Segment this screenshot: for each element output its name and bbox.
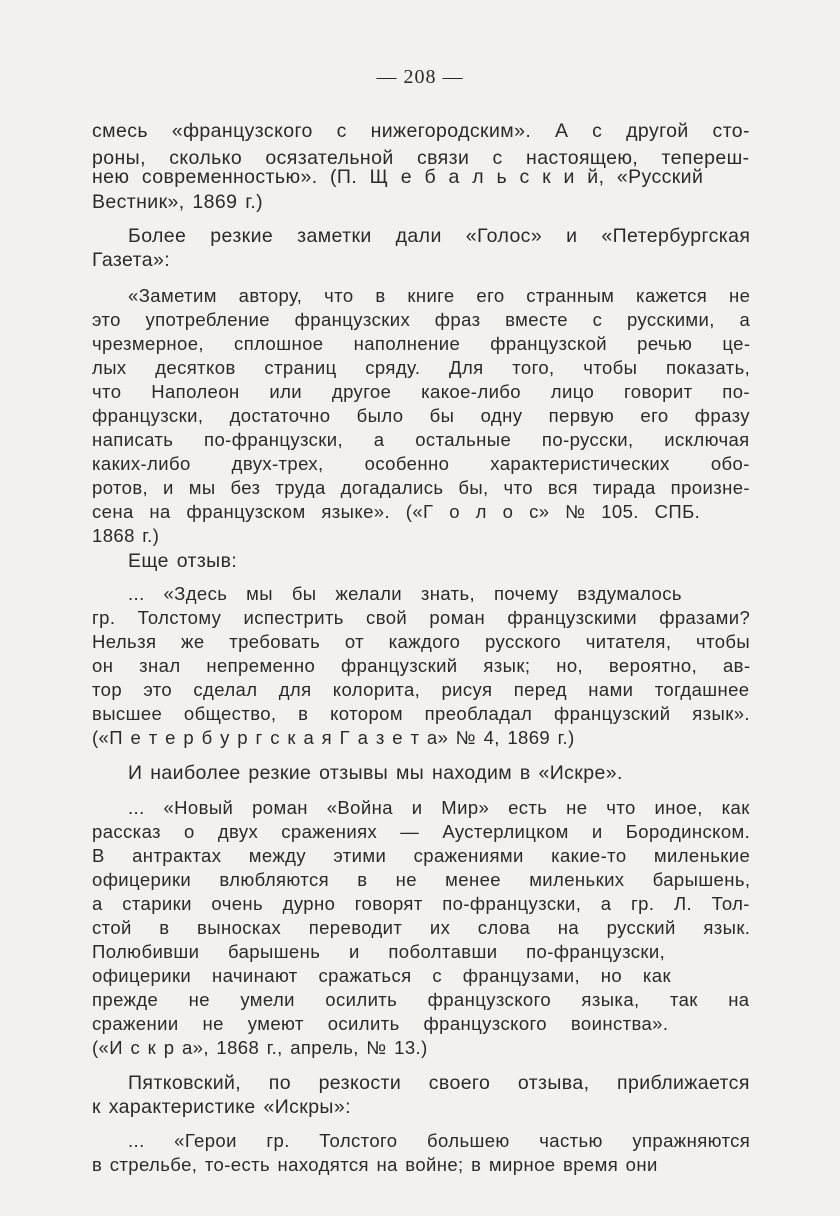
quote-iskra-line: прежде не умели осилить французского языка, так на — [92, 989, 750, 1010]
quote-golos-line: французски, достаточно было бы одну первую его фразу — [92, 405, 750, 426]
quote-golos-line: сена на французском языке». («Г о л о с» № 105. СПБ. — [92, 501, 701, 522]
paragraph-intro-golos-line: Более резкие заметки дали «Голос» и «Петербургская — [128, 225, 751, 247]
quote-iskra-line: офицерики начинают сражаться с французами, но как — [92, 965, 671, 986]
paragraph-continuation-line: нею современностью». (П. Щ е б а л ь с к и й, «Русский — [92, 166, 704, 188]
paragraph-pyatkovsky-line: к характеристике «Искры»: — [92, 1096, 351, 1118]
quote-iskra-line: стой в выносках переводит их слова на русский язык. — [92, 917, 751, 938]
quote-pyatkovsky-line: в стрельбе, то-есть находятся на войне; в мирное время они — [92, 1154, 658, 1175]
quote-golos-line: 1868 г.) — [92, 525, 160, 546]
page-number: — 208 — — [376, 66, 464, 88]
quote-peterburgskaya-gazeta-line: высшее общество, в котором преобладал французский язык». — [92, 703, 750, 724]
paragraph-intro-golos-line: Газета»: — [92, 249, 171, 271]
paragraph-eshche-otzyv-line: Еще отзыв: — [128, 550, 238, 572]
paragraph-pyatkovsky-line: Пятковский, по резкости своего отзыва, приближается — [128, 1072, 750, 1094]
quote-peterburgskaya-gazeta-line: он знал непременно французский язык; но, вероятно, ав- — [92, 655, 751, 676]
quote-golos-line: лых десятков страниц сряду. Для того, чтобы показать, — [92, 357, 751, 378]
quote-iskra-line: рассказ о двух сражениях — Аустерлицком и Бородинском. — [92, 821, 751, 842]
quote-peterburgskaya-gazeta-line: гр. Толстому испестрить свой роман французскими фразами? — [92, 607, 751, 628]
quote-golos-line: написать по-французски, а остальные по-русски, исключая — [92, 429, 750, 450]
quote-pyatkovsky-line: ... «Герои гр. Толстого большею частью упражняются — [128, 1130, 751, 1151]
quote-peterburgskaya-gazeta-line: Нельзя же требовать от каждого русского читателя, чтобы — [92, 631, 751, 652]
quote-iskra-line: а старики очень дурно говорят по-французски, а гр. Л. Тол- — [92, 893, 750, 914]
quote-iskra-line: ... «Новый роман «Война и Мир» есть не что иное, как — [128, 797, 750, 818]
paragraph-iskra-intro-line: И наиболее резкие отзывы мы находим в «Искре». — [128, 762, 623, 784]
quote-iskra-line: Полюбивши барышень и поболтавши по-французски, — [92, 941, 666, 962]
quote-golos-line: это употребление французских фраз вместе с русскими, а — [92, 309, 751, 330]
quote-peterburgskaya-gazeta-line: ... «Здесь мы бы желали знать, почему вздумалось — [128, 583, 682, 604]
quote-golos-line: «Заметим автору, что в книге его странным кажется не — [128, 285, 751, 306]
quote-iskra-line: офицерики влюбляются в не менее миленьких барышень, — [92, 869, 751, 890]
paragraph-continuation-line: роны, сколько осязательной связи с настоящею, тепереш- — [92, 147, 750, 169]
quote-iskra-line: сражении не умеют осилить французского воинства». — [92, 1013, 669, 1034]
quote-peterburgskaya-gazeta-line: тор это сделал для колорита, рисуя перед нами тогдашнее — [92, 679, 750, 700]
quote-peterburgskaya-gazeta-line: («П е т е р б у р г с к а я Г а з е т а» № 4, 1869 г.) — [92, 727, 575, 748]
quote-iskra-line: В антрактах между этими сражениями какие-то миленькие — [92, 845, 751, 866]
quote-golos-line: каких-либо двух-трех, особенно характеристических обо- — [92, 453, 750, 474]
quote-iskra-line: («И с к р а», 1868 г., апрель, № 13.) — [92, 1037, 428, 1058]
paragraph-continuation-line: Вестник», 1869 г.) — [92, 191, 264, 213]
paragraph-continuation-line: смесь «французского с нижегородским». А с другой сто- — [92, 120, 750, 142]
quote-golos-line: ротов, и мы без труда догадались бы, что вся тирада произне- — [92, 477, 750, 498]
quote-golos-line: что Наполеон или другое какое-либо лицо говорит по- — [92, 381, 750, 402]
quote-golos-line: чрезмерное, сплошное наполнение французской речью це- — [92, 333, 751, 354]
